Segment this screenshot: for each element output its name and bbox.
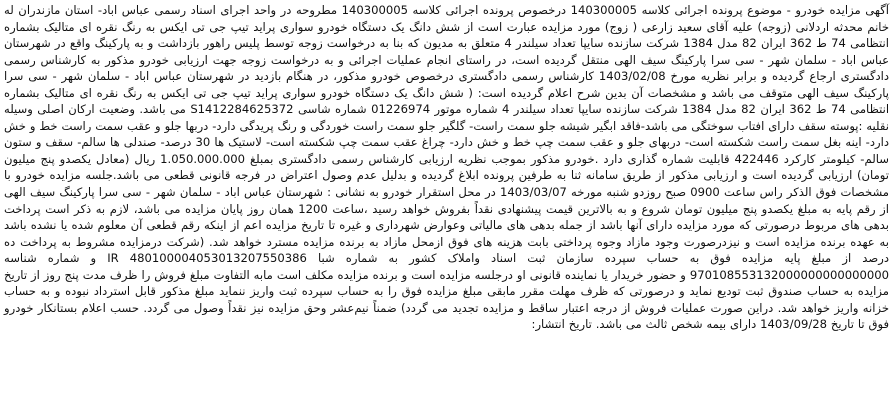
auction-notice-text: آگهی مزایده خودرو - موضوع پرونده اجرائی کلاسه 140300005 درخصوص پرونده اجرائی کلاسه 140300005 مطروحه در واحد اجرای اسناد رسمی عباس اباد- استان مازندران له خانم محدثه اردلانی (زوجه) علیه آقای سعید زارعی ( زوج) مورد مزایده عبارت است از شش دانگ یک دستگاه خودرو سواری پراید تیپ جی تی ایکس به رنگ نقره ای متالیک بشماره انتظامی 74 ط 362 ایران 82 مدل 1384 شرکت سازنده سایپا تعداد سیلندر 4 متعلق به مدیون که بنا به درخواست زوجه توسط پلیس راهور بازداشت و به پارکینگ واقع در شهرستان عباس اباد - سلمان شهر - سی سرا پارکینگ سیف الهی منتقل گردیده است، در راستای انجام عملیات اجرائی و به درخواست زوجه جهت ارزیابی خودرو مذکور به کارشناس رسمی دادگستری ارجاع گردیده و برابر نظریه مورخ 1403/02/08 کارشناس رسمی دادگستری درخصوص خودرو مذکور، در هنگام بازدید در شهرستان عباس اباد - سلمان شهر - سی سرا پارکینگ سیف الهی متوقف می باشد و مشخصات آن بدین شرح اعلام گردیده است: ( شش دانگ یک دستگاه خودرو سواری پراید تیپ جی تی ایکس به رنگ نقره ای متالیک بشماره انتظامی 74 ط 362 ایران 82 مدل 1384 شرکت سازنده سایپا تعداد سیلندر 4 شماره موتور 01226974 شماره شاسی S1412284625372 می باشد. وضعیت ارکان اصلی وسیله نقلیه :پوسته سقف دارای افتاب سوختگی می باشد-فاقد ابگیر شیشه جلو سمت راست- گلگیر جلو سمت راست خوردگی و رنگ پریدگی دارد- دربها جلو و عقب سمت راست خط و خش دارد- اینه بغل سمت راست شکسته است- دربهای جلو و عقب سمت چپ خط و خش دارد- چراغ عقب سمت چپ شکسته است- لاستیک ها 30 درصد- صندلی ها سالم- سقف و ستون سالم- کیلومتر کارکرد 422446 قابلیت شماره گذاری دارد .خودرو مذکور بموجب نظریه ارزیابی کارشناس رسمی دادگستری بمبلغ 1.050.000.000 ریال (معادل یکصدو پنج میلیون تومان) ارزیابی گردیده است و ارزیابی مذکور از طریق سامانه ثنا به طرفین پرونده ابلاغ گردیده و بدلیل عدم وصول اعتراض در فرجه قانونی قطعی می باشد.جلسه مزایده خودرو با مشخصات فوق الذکر راس ساعت 0900 صبح روزدو شنبه مورخه 1403/03/07 در محل استقرار خودرو به نشانی : شهرستان عباس اباد - سلمان شهر - سی سرا پارکینگ سیف الهی از رقم پایه به مبلغ یکصدو پنج میلیون تومان شروع و به بالاترین قیمت پیشنهادی نقداً بفروش خواهد رسید ،ساعت 1200 همان روز پایان مزایده می باشد، لازم به ذکر است پرداخت بدهی های مربوط درصورتی که مورد مزایده دارای آنها باشد از جمله بدهی های مالیاتی وعوارض شهرداری و غیره تا تاریخ مزایده اعم از اینکه رقم قطعی آن معلوم شده یا نشده باشد به عهده برنده مزایده است و نیزدرصورت وجود مازاد وجوه پرداختی بابت هزینه های فوق ازمحل مازاد به برنده مزایده مسترد خواهد شد. (شرکت درمزایده مشروط به پرداخت ده درصد از مبلغ پایه مزایده فوق به حساب سپرده سازمان ثبت اسناد واملاک کشور به شماره شبا IR 480100004053013207550386 و شماره شناسه 970108553132000000000000000 و حضور خریدار یا نماینده قانونی او درجلسه مزایده است و برنده مزایده مکلف است مابه التفاوت مبلغ فروش را ظرف مدت پنج روز از تاریخ مزایده به حساب صندوق ثبت تودیع نماید و درصورتی که ظرف مهلت مقرر مابقی مبلغ مزایده فوق را به حساب سپرده ثبت واریز ننماید مبلغ مذکور قابل استرداد نبوده و به حساب خزانه واریز خواهد شد. دراین صورت عملیات فروش از درجه اعتبار ساقط و مزایده تجدید می گردد) ضمناً نیم‌عشر وحق مزایده نیز نقداً وصول می گردد. حسب اعلام بستانکار خودرو فوق تا تاریخ 1403/09/28 دارای بیمه شخص ثالث می باشد. تاریخ انتشار: [4,3,890,332]
